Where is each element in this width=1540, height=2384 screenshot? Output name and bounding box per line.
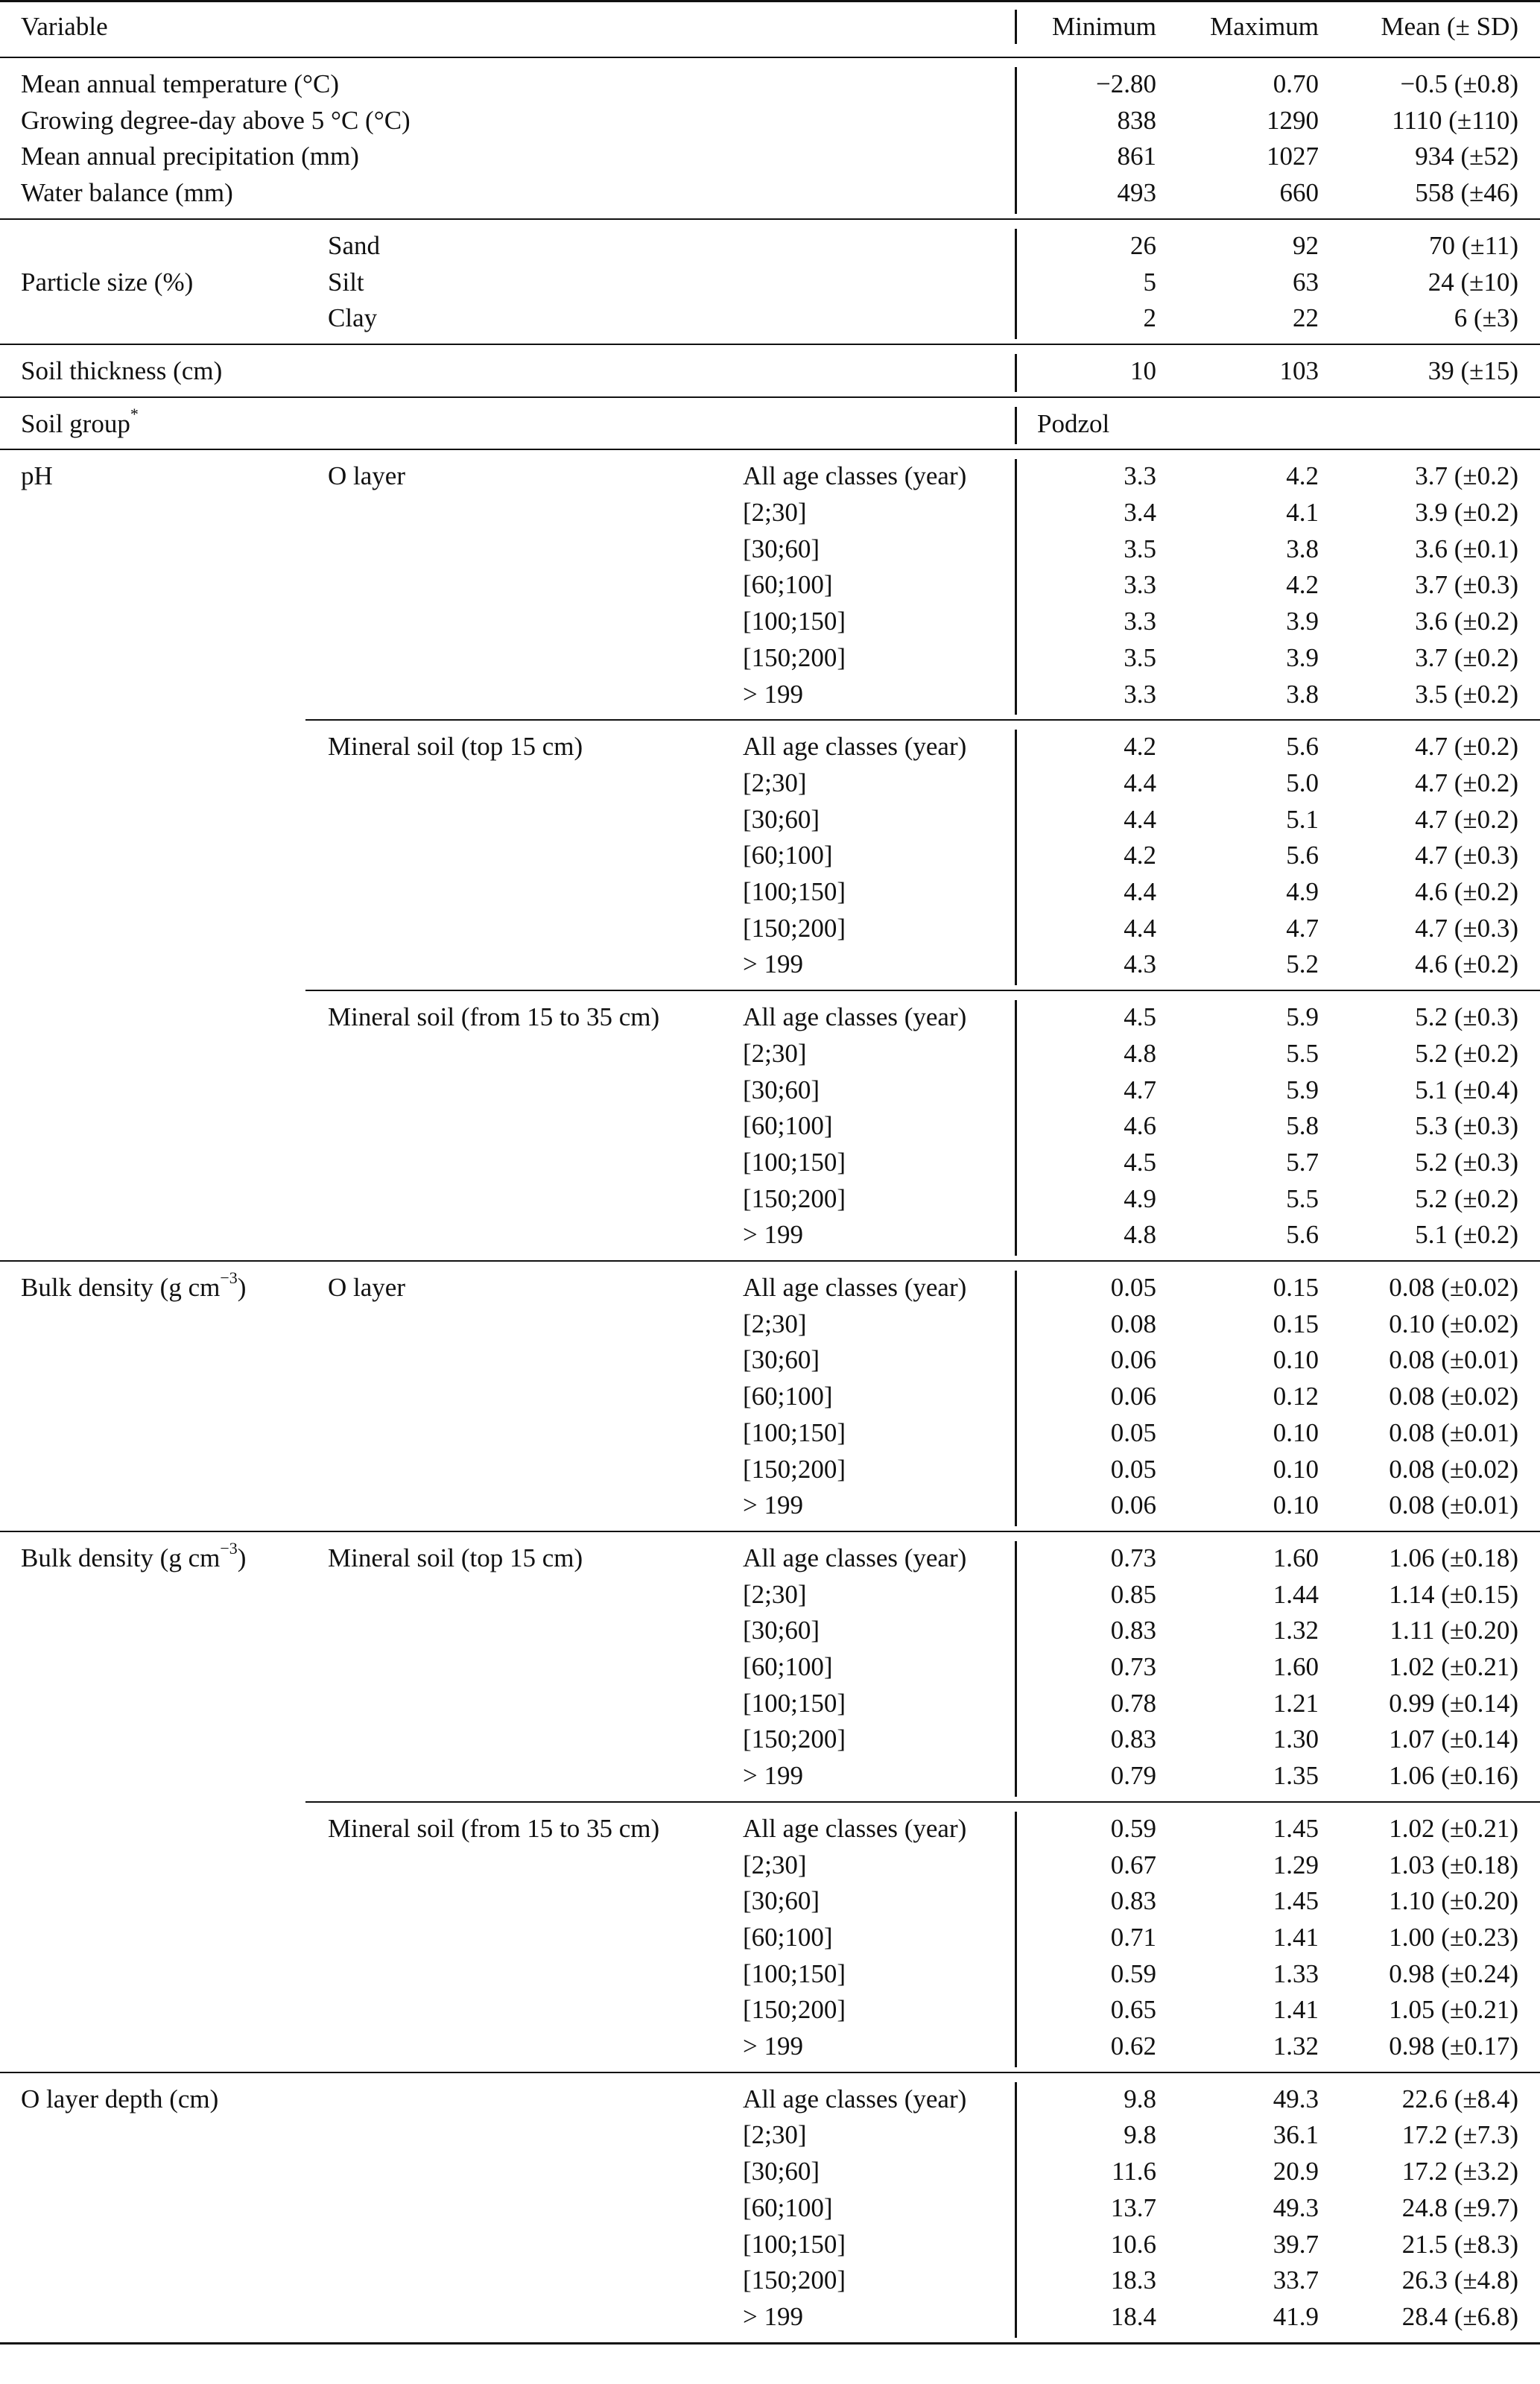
value-maximum: 3.8 xyxy=(1286,679,1319,709)
row-label: Mean annual precipitation (mm) xyxy=(21,142,359,171)
subgroup-rule xyxy=(305,1801,1540,1803)
value-maximum: 5.6 xyxy=(1286,841,1319,870)
value-maximum: 3.9 xyxy=(1286,642,1319,672)
age-class: [30;60] xyxy=(743,534,820,563)
subgroup-rule xyxy=(305,719,1540,721)
age-class: [2;30] xyxy=(743,1309,807,1338)
age-class: [100;150] xyxy=(743,1958,846,1988)
value-mean: 39 (±15) xyxy=(1427,355,1518,385)
footnote-marker: * xyxy=(130,404,139,423)
age-class: [2;30] xyxy=(743,2120,807,2150)
value-mean: 26.3 (±4.8) xyxy=(1401,2266,1518,2295)
value-mean: 3.7 (±0.2) xyxy=(1415,642,1518,672)
age-class: [100;150] xyxy=(743,2229,846,2259)
age-class: [150;200] xyxy=(743,1183,846,1213)
row-label: Growing degree-day above 5 °C (°C) xyxy=(21,105,411,135)
value-minimum: 11.6 xyxy=(1112,2157,1156,2187)
header-maximum: Maximum xyxy=(1210,12,1319,41)
value-mean: 5.2 (±0.3) xyxy=(1415,1147,1518,1177)
value-minimum: 0.71 xyxy=(1110,1922,1156,1952)
value-mean: 0.10 (±0.02) xyxy=(1389,1309,1518,1338)
sublabel: O layer xyxy=(328,461,405,491)
value-minimum: 4.8 xyxy=(1124,1038,1156,1068)
age-class: All age classes (year) xyxy=(743,1002,967,1032)
value-minimum: 0.08 xyxy=(1110,1309,1156,1338)
value-minimum: 3.3 xyxy=(1124,607,1156,636)
value-maximum: 39.7 xyxy=(1273,2229,1319,2259)
age-class: [60;100] xyxy=(743,1382,833,1411)
value-minimum: 26 xyxy=(1130,230,1156,260)
age-class: [30;60] xyxy=(743,2157,820,2187)
value-mean: 3.5 (±0.2) xyxy=(1415,679,1518,709)
value-minimum: 0.65 xyxy=(1110,1995,1156,2025)
value-maximum: 5.6 xyxy=(1286,1220,1319,1250)
value-maximum: 1.41 xyxy=(1273,1995,1319,2025)
header-variable: Variable xyxy=(21,12,108,41)
value-mean: 5.3 (±0.3) xyxy=(1415,1111,1518,1141)
value-maximum: 5.9 xyxy=(1286,1075,1319,1104)
value-maximum: 5.5 xyxy=(1286,1183,1319,1213)
section-rule xyxy=(0,449,1540,450)
value-mean: 3.7 (±0.3) xyxy=(1415,570,1518,600)
value-mean: 1.02 (±0.21) xyxy=(1389,1652,1518,1681)
value-mean: 1.02 (±0.21) xyxy=(1389,1813,1518,1843)
value-maximum: 5.8 xyxy=(1286,1111,1319,1141)
value-minimum: 18.3 xyxy=(1110,2266,1156,2295)
age-class: > 199 xyxy=(743,1220,803,1250)
value-minimum: 18.4 xyxy=(1110,2301,1156,2331)
value-mean: 1.10 (±0.20) xyxy=(1389,1886,1518,1916)
age-class: [150;200] xyxy=(743,2266,846,2295)
value-maximum: 5.7 xyxy=(1286,1147,1319,1177)
value-maximum: 22 xyxy=(1293,303,1319,333)
sublabel: Sand xyxy=(328,230,380,260)
value-maximum: 20.9 xyxy=(1273,2157,1319,2187)
value-mean: 1.06 (±0.16) xyxy=(1389,1761,1518,1791)
value-mean: 5.2 (±0.2) xyxy=(1415,1183,1518,1213)
value-maximum: 4.9 xyxy=(1286,877,1319,906)
top-rule xyxy=(0,0,1540,2)
value-minimum: 4.4 xyxy=(1124,804,1156,834)
row-label: Water balance (mm) xyxy=(21,178,233,208)
age-class: All age classes (year) xyxy=(743,2084,967,2113)
value-maximum: 4.1 xyxy=(1286,498,1319,527)
age-class: > 199 xyxy=(743,1761,803,1791)
age-class: [30;60] xyxy=(743,1075,820,1104)
section-rule xyxy=(0,218,1540,220)
value-minimum: 3.4 xyxy=(1124,498,1156,527)
age-class: [150;200] xyxy=(743,1724,846,1754)
value-minimum: 4.7 xyxy=(1124,1075,1156,1104)
value-maximum: 49.3 xyxy=(1273,2192,1319,2222)
age-class: All age classes (year) xyxy=(743,732,967,762)
age-class: [60;100] xyxy=(743,1922,833,1952)
row-label: pH xyxy=(21,461,53,491)
section-rule xyxy=(0,344,1540,345)
value-minimum: 3.5 xyxy=(1124,534,1156,563)
value-minimum: 0.78 xyxy=(1110,1688,1156,1718)
value-maximum: 5.1 xyxy=(1286,804,1319,834)
subgroup-rule xyxy=(305,990,1540,991)
value-minimum: 4.5 xyxy=(1124,1002,1156,1032)
value-maximum: 1.29 xyxy=(1273,1850,1319,1879)
value-mean: 4.7 (±0.2) xyxy=(1415,804,1518,834)
age-class: [30;60] xyxy=(743,1886,820,1916)
value-mean: 17.2 (±3.2) xyxy=(1401,2157,1518,2187)
age-class: [2;30] xyxy=(743,1850,807,1879)
age-class: > 199 xyxy=(743,2032,803,2061)
value-mean: 3.7 (±0.2) xyxy=(1415,461,1518,491)
value-maximum: 0.10 xyxy=(1273,1454,1319,1484)
sublabel: O layer xyxy=(328,1273,405,1302)
row-label: Soil thickness (cm) xyxy=(21,355,223,385)
value-mean: 4.6 (±0.2) xyxy=(1415,877,1518,906)
value-maximum: 1.32 xyxy=(1273,1616,1319,1645)
value-maximum: 0.15 xyxy=(1273,1309,1319,1338)
sublabel: Mineral soil (from 15 to 35 cm) xyxy=(328,1002,660,1032)
age-class: [150;200] xyxy=(743,1454,846,1484)
value-minimum: 13.7 xyxy=(1110,2192,1156,2222)
value-maximum: 1.41 xyxy=(1273,1922,1319,1952)
age-class: [30;60] xyxy=(743,1616,820,1645)
value-mean: 0.98 (±0.17) xyxy=(1389,2032,1518,2061)
value-mean: 3.9 (±0.2) xyxy=(1415,498,1518,527)
value-maximum: 1.60 xyxy=(1273,1543,1319,1572)
row-label xyxy=(21,404,139,440)
value-maximum: 41.9 xyxy=(1273,2301,1319,2331)
value-maximum: 33.7 xyxy=(1273,2266,1319,2295)
value-mean: 0.08 (±0.02) xyxy=(1389,1454,1518,1484)
value-maximum: 1.32 xyxy=(1273,2032,1319,2061)
row-label: Mean annual temperature (°C) xyxy=(21,69,340,98)
value-minimum: 4.6 xyxy=(1124,1111,1156,1141)
sublabel: Mineral soil (from 15 to 35 cm) xyxy=(328,1813,660,1843)
age-class: [60;100] xyxy=(743,1111,833,1141)
age-class: All age classes (year) xyxy=(743,1543,967,1572)
sublabel: Clay xyxy=(328,303,378,333)
value-minimum: 0.59 xyxy=(1110,1813,1156,1843)
value-minimum: 0.05 xyxy=(1110,1417,1156,1447)
value-maximum: 0.15 xyxy=(1273,1273,1319,1302)
value-mean: 28.4 (±6.8) xyxy=(1401,2301,1518,2331)
value-minimum: 10 xyxy=(1130,355,1156,385)
value-maximum: 4.7 xyxy=(1286,913,1319,943)
row-label xyxy=(21,1268,247,1303)
value-minimum: 4.3 xyxy=(1124,949,1156,979)
row-label-text: Bulk density (g cm xyxy=(21,1273,221,1302)
value-minimum: 0.83 xyxy=(1110,1724,1156,1754)
unit-exponent: −3 xyxy=(220,1268,238,1288)
value-mean: 0.98 (±0.24) xyxy=(1389,1958,1518,1988)
value-minimum: 4.2 xyxy=(1124,841,1156,870)
value-maximum: 1.33 xyxy=(1273,1958,1319,1988)
value-mean: 6 (±3) xyxy=(1454,303,1518,333)
value-mean: 21.5 (±8.3) xyxy=(1401,2229,1518,2259)
value-minimum: 9.8 xyxy=(1124,2120,1156,2150)
age-class: > 199 xyxy=(743,1490,803,1520)
value-minimum: 0.06 xyxy=(1110,1382,1156,1411)
age-class: [60;100] xyxy=(743,841,833,870)
value-maximum: 1027 xyxy=(1267,142,1319,171)
value-maximum: 1.45 xyxy=(1273,1886,1319,1916)
value-maximum: 0.10 xyxy=(1273,1417,1319,1447)
value-maximum: 103 xyxy=(1279,355,1319,385)
age-class: All age classes (year) xyxy=(743,1273,967,1302)
section-rule xyxy=(0,1260,1540,1262)
value-mean: 22.6 (±8.4) xyxy=(1401,2084,1518,2113)
header-mean: Mean (± SD) xyxy=(1381,12,1518,41)
age-class: > 199 xyxy=(743,2301,803,2331)
unit-exponent: −3 xyxy=(220,1539,238,1558)
value-mean: 0.08 (±0.01) xyxy=(1389,1345,1518,1375)
value-minimum: 3.3 xyxy=(1124,570,1156,600)
value-mean: 17.2 (±7.3) xyxy=(1401,2120,1518,2150)
value-maximum: 1.30 xyxy=(1273,1724,1319,1754)
value-minimum: 0.06 xyxy=(1110,1345,1156,1375)
value-minimum: 0.59 xyxy=(1110,1958,1156,1988)
sublabel: Silt xyxy=(328,267,364,297)
age-class: [2;30] xyxy=(743,768,807,797)
value-maximum: 5.9 xyxy=(1286,1002,1319,1032)
age-class: [100;150] xyxy=(743,877,846,906)
value-mean: 3.6 (±0.1) xyxy=(1415,534,1518,563)
value-mean: 0.08 (±0.01) xyxy=(1389,1490,1518,1520)
age-class: All age classes (year) xyxy=(743,1813,967,1843)
value-maximum: 1.21 xyxy=(1273,1688,1319,1718)
value-minimum: 5 xyxy=(1143,267,1156,297)
value-minimum: 0.73 xyxy=(1110,1652,1156,1681)
value-minimum: 4.5 xyxy=(1124,1147,1156,1177)
value-mean: 5.1 (±0.4) xyxy=(1415,1075,1518,1104)
value-maximum: 0.12 xyxy=(1273,1382,1319,1411)
value-mean: 5.2 (±0.2) xyxy=(1415,1038,1518,1068)
age-class: [2;30] xyxy=(743,1038,807,1068)
value-mean: 1.14 (±0.15) xyxy=(1389,1579,1518,1609)
row-label: O layer depth (cm) xyxy=(21,2084,219,2113)
value-mean: 4.7 (±0.3) xyxy=(1415,841,1518,870)
value-minimum: 4.9 xyxy=(1124,1183,1156,1213)
value-maximum: 1.35 xyxy=(1273,1761,1319,1791)
value-minimum: 0.73 xyxy=(1110,1543,1156,1572)
value-maximum: 4.2 xyxy=(1286,570,1319,600)
age-class: [150;200] xyxy=(743,642,846,672)
value-mean: 4.7 (±0.3) xyxy=(1415,913,1518,943)
value-minimum: 4.4 xyxy=(1124,877,1156,906)
age-class: [100;150] xyxy=(743,1688,846,1718)
value-maximum: 4.2 xyxy=(1286,461,1319,491)
value-mean: 1.00 (±0.23) xyxy=(1389,1922,1518,1952)
value-minimum: −2.80 xyxy=(1096,69,1156,98)
value-mean: 0.08 (±0.02) xyxy=(1389,1273,1518,1302)
value-maximum: 36.1 xyxy=(1273,2120,1319,2150)
value-maximum: 5.2 xyxy=(1286,949,1319,979)
value-maximum: 1290 xyxy=(1267,105,1319,135)
value-minimum: 4.8 xyxy=(1124,1220,1156,1250)
age-class: [60;100] xyxy=(743,1652,833,1681)
value-mean: 0.08 (±0.02) xyxy=(1389,1382,1518,1411)
value-mean: 0.99 (±0.14) xyxy=(1389,1688,1518,1718)
sublabel: Mineral soil (top 15 cm) xyxy=(328,732,583,762)
value-minimum: 4.4 xyxy=(1124,913,1156,943)
age-class: [150;200] xyxy=(743,913,846,943)
value-minimum: 10.6 xyxy=(1110,2229,1156,2259)
section-rule xyxy=(0,396,1540,398)
value-minimum: 3.3 xyxy=(1124,679,1156,709)
age-class: [150;200] xyxy=(743,1995,846,2025)
value-maximum: 63 xyxy=(1293,267,1319,297)
age-class: [100;150] xyxy=(743,1147,846,1177)
value-maximum: 0.10 xyxy=(1273,1490,1319,1520)
value-minimum: 0.83 xyxy=(1110,1616,1156,1645)
value-minimum: 4.2 xyxy=(1124,732,1156,762)
value-mean: −0.5 (±0.8) xyxy=(1400,69,1518,98)
value-mean: 5.2 (±0.3) xyxy=(1415,1002,1518,1032)
value-minimum: 861 xyxy=(1117,142,1156,171)
age-class: [2;30] xyxy=(743,1579,807,1609)
row-label: Particle size (%) xyxy=(21,267,194,297)
section-rule xyxy=(0,2072,1540,2073)
column-separator xyxy=(1015,407,1017,445)
value-mean: 1.03 (±0.18) xyxy=(1389,1850,1518,1879)
value-maximum: 0.10 xyxy=(1273,1345,1319,1375)
value-maximum: 49.3 xyxy=(1273,2084,1319,2113)
value-minimum: 0.05 xyxy=(1110,1454,1156,1484)
value-mean: 4.7 (±0.2) xyxy=(1415,768,1518,797)
header-minimum: Minimum xyxy=(1051,12,1156,41)
value-minimum: 9.8 xyxy=(1124,2084,1156,2113)
row-label-end: ) xyxy=(237,1273,247,1302)
value-minimum: 0.83 xyxy=(1110,1886,1156,1916)
value-minimum: 838 xyxy=(1117,105,1156,135)
value-mean: 4.7 (±0.2) xyxy=(1415,732,1518,762)
value-mean: 1110 (±110) xyxy=(1392,105,1518,135)
value-maximum: 1.44 xyxy=(1273,1579,1319,1609)
value-mean: 0.08 (±0.01) xyxy=(1389,1417,1518,1447)
value-minimum: 3.3 xyxy=(1124,461,1156,491)
value-minimum: 0.85 xyxy=(1110,1579,1156,1609)
header-rule xyxy=(0,57,1540,58)
value-mean: 1.06 (±0.18) xyxy=(1389,1543,1518,1572)
value-maximum: 660 xyxy=(1279,178,1319,208)
section-rule xyxy=(0,1531,1540,1532)
value-minimum: 0.67 xyxy=(1110,1850,1156,1879)
age-class: [100;150] xyxy=(743,1417,846,1447)
value-maximum: 3.8 xyxy=(1286,534,1319,563)
value-minimum: 0.62 xyxy=(1110,2032,1156,2061)
value-mean: 3.6 (±0.2) xyxy=(1415,607,1518,636)
value-mean: 1.07 (±0.14) xyxy=(1389,1724,1518,1754)
value-minimum: 4.4 xyxy=(1124,768,1156,797)
value-minimum: 3.5 xyxy=(1124,642,1156,672)
sublabel: Mineral soil (top 15 cm) xyxy=(328,1543,583,1572)
value-maximum: 1.45 xyxy=(1273,1813,1319,1843)
row-label-text: Bulk density (g cm xyxy=(21,1543,221,1572)
value-mean: 24.8 (±9.7) xyxy=(1401,2192,1518,2222)
age-class: [100;150] xyxy=(743,607,846,636)
row-label-text: Soil group xyxy=(21,408,130,438)
value-mean: 1.11 (±0.20) xyxy=(1390,1616,1518,1645)
value-maximum: 5.6 xyxy=(1286,732,1319,762)
age-class: > 199 xyxy=(743,679,803,709)
value-minimum: 0.79 xyxy=(1110,1761,1156,1791)
value-maximum: 92 xyxy=(1293,230,1319,260)
age-class: All age classes (year) xyxy=(743,461,967,491)
value-mean: 4.6 (±0.2) xyxy=(1415,949,1518,979)
value-minimum: 0.06 xyxy=(1110,1490,1156,1520)
age-class: [30;60] xyxy=(743,1345,820,1375)
age-class: > 199 xyxy=(743,949,803,979)
value-minimum: 0.05 xyxy=(1110,1273,1156,1302)
value-maximum: 1.60 xyxy=(1273,1652,1319,1681)
value-mean: 24 (±10) xyxy=(1427,267,1518,297)
value-mean: 5.1 (±0.2) xyxy=(1415,1220,1518,1250)
row-label xyxy=(21,1539,247,1574)
value-maximum: 5.0 xyxy=(1286,768,1319,797)
age-class: [60;100] xyxy=(743,570,833,600)
value-minimum: 2 xyxy=(1143,303,1156,333)
value-mean: 70 (±11) xyxy=(1429,230,1518,260)
value-maximum: 0.70 xyxy=(1273,69,1319,98)
row-label-end: ) xyxy=(237,1543,247,1572)
age-class: [2;30] xyxy=(743,498,807,527)
age-class: [30;60] xyxy=(743,804,820,834)
value-maximum: 3.9 xyxy=(1286,607,1319,636)
value-mean: 1.05 (±0.21) xyxy=(1389,1995,1518,2025)
value-mean: 934 (±52) xyxy=(1415,142,1518,171)
age-class: [60;100] xyxy=(743,2192,833,2222)
bottom-rule xyxy=(0,2342,1540,2345)
value-minimum: 493 xyxy=(1117,178,1156,208)
value-maximum: 5.5 xyxy=(1286,1038,1319,1068)
value-span: Podzol xyxy=(1037,408,1110,438)
value-mean: 558 (±46) xyxy=(1415,178,1518,208)
